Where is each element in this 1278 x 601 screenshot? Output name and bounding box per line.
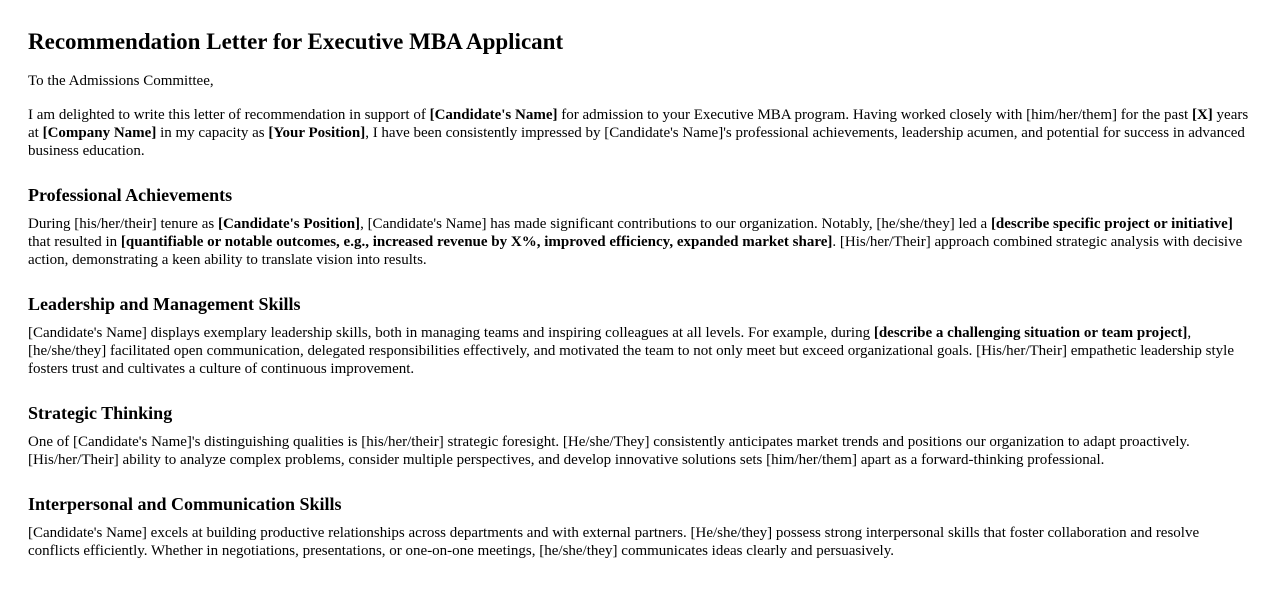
achievements-paragraph [28,215,1250,269]
leadership-paragraph [28,324,1250,378]
section-heading-strategic: Strategic Thinking [28,403,173,423]
interpersonal-paragraph: [Candidate's Name] excels at building productive relationships across departments and with external partners. [He/she/they] possess strong interpersonal skills that foster collaboration and resolve conflicts efficiently. Whether in negotiations, presentations, or one-on-one meetings, [he/she/they] communicates ideas clearly and persuasively. [28,525,1200,559]
your-position-placeholder: [Your Position] [268,125,366,141]
section-heading-leadership: Leadership and Management Skills [28,294,301,314]
leadership-text-2: , [he/she/they] facilitated open communication, delegated responsibilities effectively, and motivated the team to not only meet but exceed organizational goals. [His/her/Their] empathetic leadership style fosters trust and cultivates a culture of continuous improvement. [28,325,1234,377]
years-placeholder: [X] [1191,107,1213,123]
achievements-text-1: During [his/her/their] tenure as [28,216,218,232]
achievements-text-4: . [His/her/Their] approach combined strategic analysis with decisive action, demonstrating a keen ability to translate vision into results. [28,234,1243,268]
situation-placeholder: [describe a challenging situation or team project] [873,325,1188,341]
candidate-name-placeholder: [Candidate's Name] [429,107,558,123]
achievements-text-2: , [Candidate's Name] has made significant contributions to our organization. Notably, [he/she/they] led a [360,216,991,232]
achievements-text-3: that resulted in [28,234,121,250]
salutation: To the Admissions Committee, [28,73,214,89]
outcomes-placeholder: [quantifiable or notable outcomes, e.g., increased revenue by X%, improved efficiency, expanded market share] [120,234,833,250]
project-placeholder: [describe specific project or initiative] [990,216,1233,232]
page-title: Recommendation Letter for Executive MBA Applicant [28,29,564,54]
intro-paragraph [28,106,1250,160]
intro-text-4: in my capacity as [156,125,269,141]
intro-text-1: I am delighted to write this letter of recommendation in support of [28,107,430,123]
company-name-placeholder: [Company Name] [42,125,157,141]
section-heading-achievements: Professional Achievements [28,185,233,205]
leadership-text-1: [Candidate's Name] displays exemplary leadership skills, both in managing teams and inspiring colleagues at all levels. For example, during [28,325,874,341]
section-heading-interpersonal: Interpersonal and Communication Skills [28,494,342,514]
intro-text-5: , I have been consistently impressed by [Candidate's Name]'s professional achievements, leadership acumen, and potential for success in advanced business education. [28,125,1245,159]
intro-text-3: years at [28,107,1249,141]
strategic-paragraph: One of [Candidate's Name]'s distinguishing qualities is [his/her/their] strategic foresight. [He/she/They] consistently anticipates market trends and positions our organization to adapt proactively. [His/her/Their] ability to analyze complex problems, consider multiple perspectives, and develop innovative solutions sets [him/her/them] apart as a forward-thinking professional. [28,434,1190,468]
candidate-position-placeholder: [Candidate's Position] [217,216,361,232]
intro-text-2: for admission to your Executive MBA program. Having worked closely with [him/her/them] for the past [557,107,1192,123]
